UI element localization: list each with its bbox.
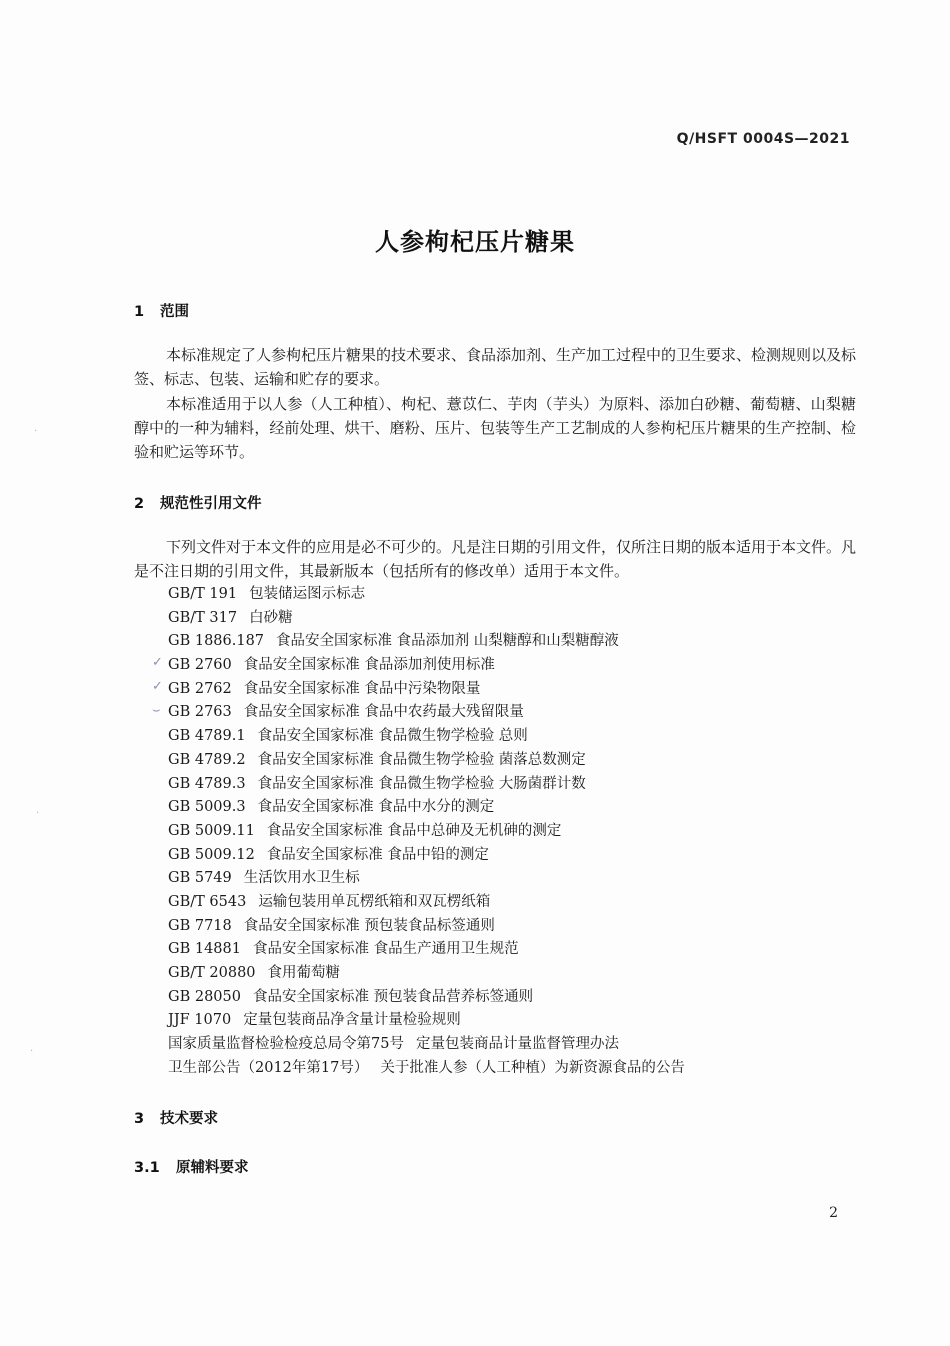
reference-name: 食品安全国家标准 食品中污染物限量	[243, 680, 481, 697]
section-title: 范围	[160, 304, 189, 320]
section-number: 3	[134, 1111, 145, 1127]
reference-list	[168, 583, 685, 1080]
reference-name: 食品安全国家标准 预包装食品标签通则	[243, 917, 495, 934]
section-heading-references	[134, 492, 262, 513]
reference-code: GB 4789.3	[168, 775, 246, 792]
section-title: 技术要求	[160, 1111, 218, 1127]
scan-speck: ·	[30, 1046, 34, 1057]
reference-code: GB 5749	[168, 870, 232, 887]
references-intro: 下列文件对于本文件的应用是必不可少的。凡是注日期的引用文件，仅所注日期的版本适用于本文件。凡是不注日期的引用文件，其最新版本（包括所有的修改单）适用于本文件。	[134, 538, 857, 580]
subsection-heading-materials	[134, 1156, 249, 1177]
reference-item	[168, 725, 685, 749]
section-title: 原辅料要求	[176, 1160, 249, 1176]
reference-item	[168, 1057, 685, 1081]
reference-code: GB/T 20880	[168, 965, 256, 981]
reference-item	[168, 986, 685, 1010]
section-number: 3.1	[134, 1160, 160, 1176]
reference-item	[168, 773, 685, 797]
reference-code: GB/T 6543	[168, 893, 247, 910]
reference-code: GB 4789.1	[168, 728, 246, 745]
scope-paragraph-1: 本标准规定了人参枸杞压片糖果的技术要求、食品添加剂、生产加工过程中的卫生要求、检测规则以及标签、标志、包装、运输和贮存的要求。	[134, 346, 857, 388]
reference-name: 食品安全国家标准 食品添加剂使用标准	[243, 657, 495, 674]
reference-item	[168, 607, 685, 631]
reference-code: 卫生部公告（2012年第17号）	[168, 1059, 369, 1076]
section-title: 规范性引用文件	[160, 496, 262, 512]
reference-item	[168, 938, 685, 962]
reference-code: GB 14881	[168, 941, 241, 958]
reference-code: GB 4789.2	[168, 751, 246, 768]
reference-code: GB 7718	[168, 917, 232, 934]
reference-item	[168, 796, 685, 820]
reference-item	[168, 749, 685, 773]
reference-item	[168, 891, 685, 915]
reference-name: 食品安全国家标准 食品微生物学检验 大肠菌群计数	[257, 775, 586, 792]
reference-name: 食品安全国家标准 食品添加剂 山梨糖醇和山梨糖醇液	[276, 633, 619, 650]
reference-name: 生活饮用水卫生标	[243, 870, 360, 887]
reference-code: GB 5009.3	[168, 799, 246, 816]
pen-tick-mark: ⌣	[152, 703, 161, 718]
standard-number: Q/HSFT 0004S—2021	[676, 131, 850, 147]
reference-item	[168, 1033, 685, 1057]
reference-name: 食品安全国家标准 食品中农药最大残留限量	[243, 704, 524, 721]
page-number: 2	[829, 1205, 838, 1221]
reference-name: 包装储运图示标志	[249, 586, 366, 602]
reference-code: GB 28050	[168, 988, 241, 1005]
reference-code: GB 2763	[168, 704, 232, 721]
reference-name: 食品安全国家标准 食品中水分的测定	[257, 799, 495, 816]
scope-paragraph-2: 本标准适用于以人参（人工种植）、枸杞、薏苡仁、芋肉（芋头）为原料、添加白砂糖、葡萄糖、山梨糖醇中的一种为辅料，经前处理、烘干、磨粉、压片、包装等生产工艺制成的人参枸杞压片糖果的生产控制、检验和贮运等环节。	[134, 395, 856, 461]
reference-name: 食品安全国家标准 食品微生物学检验 菌落总数测定	[257, 751, 586, 768]
reference-item	[168, 678, 685, 702]
reference-name: 食品安全国家标准 预包装食品营养标签通则	[252, 988, 534, 1005]
reference-code: GB 5009.12	[168, 846, 255, 863]
pen-tick-mark: ✓	[152, 679, 163, 694]
reference-name: 运输包装用单瓦楞纸箱和双瓦楞纸箱	[258, 893, 491, 910]
reference-item	[168, 1009, 685, 1033]
reference-item	[168, 820, 685, 844]
reference-name: 食品安全国家标准 食品中总砷及无机砷的测定	[266, 822, 562, 839]
scan-speck: ·	[34, 426, 38, 437]
reference-name: 定量包装商品计量监督管理办法	[415, 1036, 619, 1053]
reference-item	[168, 844, 685, 868]
reference-item	[168, 962, 685, 986]
reference-code: 国家质量监督检验检疫总局令第75号	[168, 1036, 404, 1053]
scan-speck: ·	[36, 808, 40, 819]
section-heading-scope	[134, 300, 189, 321]
reference-item	[168, 701, 685, 725]
reference-name: 食用葡萄糖	[267, 965, 341, 981]
reference-name: 定量包装商品净含量计量检验规则	[243, 1012, 461, 1029]
pen-tick-mark: ✓	[152, 655, 163, 670]
reference-code: GB/T 191	[168, 586, 238, 602]
reference-name: 食品安全国家标准 食品生产通用卫生规范	[252, 941, 519, 958]
section-number: 1	[134, 304, 145, 320]
reference-name: 白砂糖	[249, 609, 293, 626]
reference-item	[168, 654, 685, 678]
reference-code: JJF 1070	[168, 1012, 232, 1029]
reference-code: GB 5009.11	[168, 822, 255, 839]
section-heading-technical	[134, 1107, 218, 1128]
reference-name: 关于批准人参（人工种植）为新资源食品的公告	[380, 1059, 685, 1076]
reference-code: GB 1886.187	[168, 633, 265, 650]
section-number: 2	[134, 496, 145, 512]
reference-code: GB/T 317	[168, 609, 238, 626]
reference-code: GB 2762	[168, 680, 232, 697]
reference-item	[168, 867, 685, 891]
reference-code: GB 2760	[168, 657, 232, 674]
reference-item	[168, 630, 685, 654]
document-title: 人参枸杞压片糖果	[375, 228, 575, 256]
reference-item	[168, 915, 685, 939]
reference-item	[168, 583, 685, 607]
reference-name: 食品安全国家标准 食品中铅的测定	[266, 846, 489, 863]
reference-name: 食品安全国家标准 食品微生物学检验 总则	[257, 728, 528, 745]
